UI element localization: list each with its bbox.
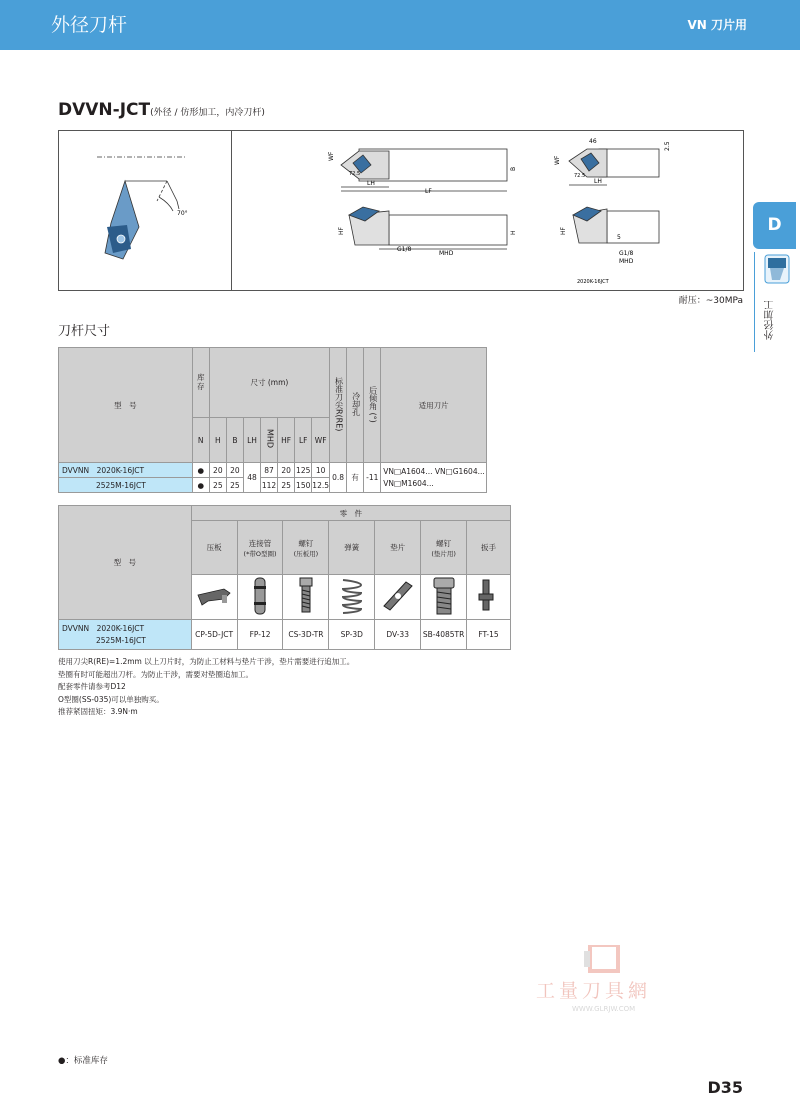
part-header-clamp: 压板 [191, 521, 237, 575]
note: O型圈(SS-035)可以单独购买。 [58, 694, 164, 704]
svg-text:HF: HF [560, 227, 567, 235]
product-title [58, 100, 265, 120]
model-cell: 2525M-16JCT [59, 478, 193, 493]
stock-cell: ● [192, 478, 209, 493]
wrench-icon [477, 576, 501, 616]
section-title: 刀杆尺寸 [58, 324, 111, 339]
diagram-drawing [59, 131, 743, 290]
part-cell: FT-15 [467, 620, 511, 650]
notes [58, 656, 354, 719]
svg-text:G1/8: G1/8 [619, 250, 634, 257]
page-number: D35 [707, 1078, 743, 1097]
rake-cell: -11 [364, 463, 381, 493]
parts-header: 零 件 [191, 506, 510, 521]
note: 推荐紧固扭矩：3.9N·m [58, 707, 138, 716]
shim-image [375, 575, 421, 620]
svg-text:WF: WF [328, 151, 335, 161]
svg-text:HF: HF [338, 227, 345, 235]
col-wf: WF [312, 418, 330, 463]
model-cell: DVVNN 2020K-16JCT 2525M-16JCT [59, 620, 192, 650]
part-cell: CS-3D-TR [283, 620, 329, 650]
part-header-shim-screw: 螺钉 (垫片用) [421, 521, 467, 575]
svg-text:H: H [510, 230, 517, 235]
spring-icon [337, 576, 367, 616]
page-header [0, 0, 800, 50]
header-title: 外径刀杆 [51, 14, 128, 36]
model-cell: DVVNN 2020K-16JCT [59, 463, 193, 478]
parts-table [58, 505, 511, 650]
watermark-url: WWW.GLRJW.COM [572, 1005, 636, 1013]
part-header-tube: 连接管 (*带O型圈) [237, 521, 283, 575]
shim-icon [380, 578, 416, 614]
insert-header: 适用刀片 [381, 348, 487, 463]
col-hf: HF [278, 418, 295, 463]
stock-cell: ● [192, 463, 209, 478]
part-header-shim: 垫片 [375, 521, 421, 575]
model-header: 型 号 [59, 506, 192, 620]
screw-icon [296, 576, 316, 616]
side-label: 外径加工 [765, 300, 776, 340]
table-row [59, 620, 511, 650]
svg-text:2.5: 2.5 [664, 141, 671, 151]
part-cell: SP-3D [329, 620, 375, 650]
cool-header: 冷却孔 [347, 348, 364, 463]
part-cell: SB-4085TR [421, 620, 467, 650]
col-b: B [226, 418, 243, 463]
part-cell: FP-12 [237, 620, 283, 650]
re-cell: 0.8 [330, 463, 347, 493]
tube-icon [250, 576, 270, 616]
top-view [341, 149, 507, 191]
part-cell: DV-33 [375, 620, 421, 650]
watermark-text: 工量刀具網 [536, 980, 652, 1002]
clamp-icon [194, 581, 234, 611]
svg-text:72.5: 72.5 [574, 173, 586, 179]
side-tool-icon [764, 254, 790, 284]
table-row: 2525M-16JCT ● 25 25 112 25 150 12.5 [59, 478, 487, 493]
note: 垫圈有时可能超出刀杆。为防止干涉，需要对垫圈追加工。 [58, 669, 253, 679]
part-cell: CP-5D-JCT [191, 620, 237, 650]
cutting-view [97, 157, 187, 259]
dims-header: 尺寸 (mm) [209, 348, 329, 418]
cool-cell: 有 [347, 463, 364, 493]
clamp-image [191, 575, 237, 620]
side-line [754, 252, 755, 352]
angle-label: 70° [177, 210, 188, 217]
product-subtitle: (外径 / 仿形加工，内冷刀杆) [150, 108, 265, 118]
header-category: VN 刀片用 [687, 18, 747, 32]
col-h: H [209, 418, 226, 463]
svg-text:LH: LH [594, 178, 602, 185]
screw-image [283, 575, 329, 620]
rake-header: 后倾角 (°) [364, 348, 381, 463]
part-header-spring: 弹簧 [329, 521, 375, 575]
dimension-table [58, 347, 487, 493]
re-header: 标准刀尖R(RE) [330, 348, 347, 463]
svg-text:5: 5 [617, 234, 621, 241]
svg-text:B: B [510, 166, 517, 171]
table-row: DVVNN 2020K-16JCT ● 20 20 48 87 20 125 10 0.8 有 -11 VN□A1604... VN□G1604... VN□M1604... [59, 463, 487, 478]
svg-text:72.5: 72.5 [349, 171, 361, 177]
short-side-view [573, 207, 659, 243]
svg-text:MHD: MHD [439, 250, 454, 257]
short-top-view [569, 149, 659, 185]
note: 使用刀尖R(RE)=1.2mm 以上刀片时，为防止工材料与垫片干涉，垫片需要进行追加工。 [58, 657, 355, 666]
col-lh: LH [243, 418, 260, 463]
spring-image [329, 575, 375, 620]
tube-image [237, 575, 283, 620]
legend: ●：标准库存 [58, 1056, 108, 1066]
svg-text:46: 46 [589, 138, 597, 145]
note: 配套零件请参考D12 [58, 682, 126, 691]
part-header-wrench: 扳手 [467, 521, 511, 575]
lh-cell: 48 [243, 463, 260, 493]
stock-header: 库存 [192, 348, 209, 418]
product-code: DVVN-JCT [58, 100, 151, 120]
side-view [349, 207, 507, 249]
tool-diagram [58, 130, 744, 291]
col-n: N [192, 418, 209, 463]
svg-text:LF: LF [425, 188, 432, 195]
side-tab[interactable]: D [753, 202, 796, 249]
watermark-logo [530, 945, 680, 1020]
svg-text:MHD: MHD [619, 258, 634, 265]
svg-text:WF: WF [554, 155, 561, 165]
svg-text:LH: LH [367, 180, 375, 187]
svg-text:G1/8: G1/8 [397, 246, 412, 253]
col-mhd: MHD [261, 418, 278, 463]
model-header: 型 号 [59, 348, 193, 463]
wrench-image [467, 575, 511, 620]
insert-cell: VN□A1604... VN□G1604... VN□M1604... [381, 463, 487, 493]
pressure-rating: 耐压：~30MPa [678, 296, 743, 306]
shim-screw-icon [432, 576, 456, 616]
svg-text:2020K-16JCT: 2020K-16JCT [577, 279, 609, 285]
shim-screw-image [421, 575, 467, 620]
col-lf: LF [295, 418, 312, 463]
part-header-screw: 螺钉 (压板用) [283, 521, 329, 575]
